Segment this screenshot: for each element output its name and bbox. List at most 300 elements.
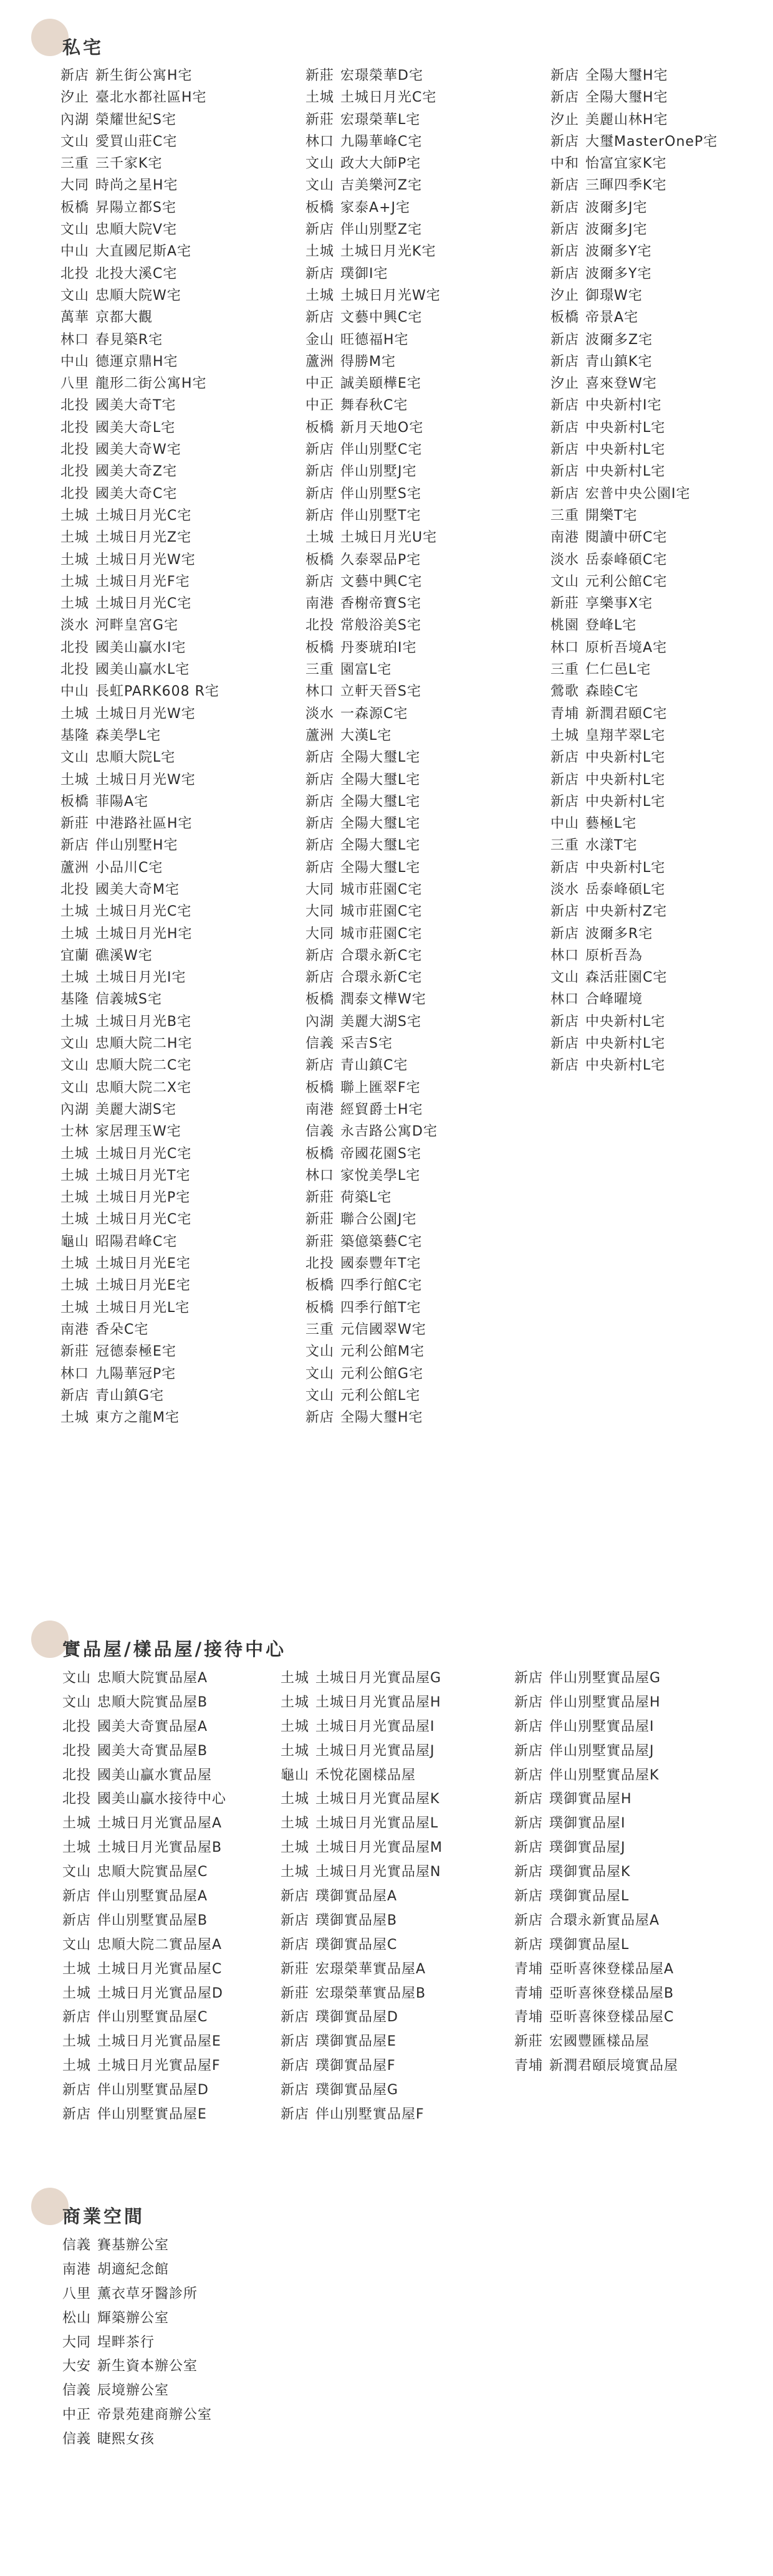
district-label: 土城 bbox=[62, 1961, 92, 1977]
project-name: 土城日月光C宅 bbox=[340, 90, 437, 106]
district-label: 北投 bbox=[60, 464, 90, 480]
project-name: 政大大師P宅 bbox=[340, 156, 421, 172]
project-name: 土城日月光W宅 bbox=[340, 287, 441, 304]
project-name: 土城日月光實品屋A bbox=[97, 1816, 223, 1832]
list-item bbox=[60, 1231, 219, 1253]
project-name: 土城日月光P宅 bbox=[95, 1190, 191, 1206]
district-label: 新店 bbox=[550, 750, 580, 766]
district-label: 文山 bbox=[62, 1670, 92, 1686]
project-name: 全陽大璽L宅 bbox=[340, 816, 421, 832]
list-item bbox=[305, 901, 441, 922]
project-name: 忠順大院L宅 bbox=[95, 750, 176, 766]
district-label: 土城 bbox=[281, 1864, 310, 1880]
district-label: 新店 bbox=[550, 419, 580, 436]
project-name: 伴山別墅實品屋A bbox=[97, 1889, 208, 1905]
district-label: 文山 bbox=[60, 750, 90, 766]
list-item bbox=[60, 725, 219, 747]
district-label: 新莊 bbox=[305, 1233, 335, 1250]
project-name: 喜來登W宅 bbox=[585, 376, 657, 392]
project-name: 土城日月光實品屋E bbox=[97, 2034, 221, 2050]
list-item bbox=[60, 1319, 219, 1341]
list-item bbox=[62, 1812, 226, 1836]
district-label: 土城 bbox=[305, 244, 335, 260]
project-name: 旺德福H宅 bbox=[340, 332, 409, 348]
project-name: 合環永新C宅 bbox=[340, 947, 423, 964]
project-name: 璞御實品屋G bbox=[315, 2082, 399, 2099]
district-label: 蘆洲 bbox=[60, 859, 90, 876]
project-name: 森美學L宅 bbox=[95, 727, 161, 744]
district-label: 新店 bbox=[550, 178, 580, 194]
project-name: 臺北水都社區H宅 bbox=[95, 90, 207, 106]
project-name: 土城日月光F宅 bbox=[95, 573, 190, 590]
list-item bbox=[60, 1407, 219, 1429]
project-name: 經貿爵士H宅 bbox=[340, 1101, 423, 1118]
list-item bbox=[60, 967, 219, 989]
district-label: 北投 bbox=[60, 398, 90, 414]
list-item bbox=[62, 2355, 212, 2379]
project-name: 采吉S宅 bbox=[340, 1036, 393, 1052]
project-name: 伴山別墅實品屋B bbox=[97, 1912, 208, 1928]
district-label: 南港 bbox=[550, 530, 580, 546]
list-item bbox=[60, 505, 219, 527]
district-label: 土城 bbox=[60, 552, 90, 568]
list-item bbox=[305, 945, 441, 967]
list-item bbox=[62, 1740, 226, 1764]
district-label: 新店 bbox=[550, 1058, 580, 1074]
district-label: 內湖 bbox=[60, 112, 90, 128]
district-label: 八里 bbox=[62, 2286, 92, 2302]
list-item bbox=[60, 1143, 219, 1165]
district-label: 文山 bbox=[62, 1864, 92, 1880]
project-name: 中央新村Z宅 bbox=[585, 904, 668, 920]
project-name: 四季行館C宅 bbox=[340, 1278, 423, 1294]
project-name: 國美大奇C宅 bbox=[95, 486, 178, 502]
list-item bbox=[305, 527, 441, 548]
district-label: 新莊 bbox=[514, 2034, 544, 2050]
project-name: 榮耀世紀S宅 bbox=[95, 112, 176, 128]
list-item bbox=[60, 593, 219, 615]
list-item bbox=[60, 285, 219, 307]
list-item bbox=[60, 637, 219, 659]
district-label: 大同 bbox=[62, 2334, 92, 2350]
list-item bbox=[62, 2103, 226, 2127]
project-name: 波爾多J宅 bbox=[585, 222, 648, 238]
district-label: 板橋 bbox=[305, 199, 335, 216]
project-name: 築億築藝C宅 bbox=[340, 1233, 423, 1250]
list-item bbox=[62, 1715, 226, 1740]
list-item bbox=[550, 549, 718, 571]
project-name: 璞御實品屋F bbox=[315, 2058, 396, 2074]
district-label: 土城 bbox=[305, 287, 335, 304]
project-list bbox=[0, 1667, 773, 2153]
district-label: 汐止 bbox=[550, 287, 580, 304]
project-name: 森活莊園C宅 bbox=[585, 970, 668, 986]
project-name: 伴山別墅J宅 bbox=[340, 464, 417, 480]
district-label: 土城 bbox=[60, 1278, 90, 1294]
district-label: 土城 bbox=[281, 1816, 310, 1832]
list-item bbox=[62, 1691, 226, 1715]
district-label: 土城 bbox=[281, 1791, 310, 1808]
project-name: 久泰翠品P宅 bbox=[340, 552, 421, 568]
district-label: 鶯歌 bbox=[550, 684, 580, 700]
project-name: 時尚之星H宅 bbox=[95, 178, 178, 194]
district-label: 土城 bbox=[60, 596, 90, 612]
list-item bbox=[514, 1764, 678, 1788]
list-item bbox=[60, 747, 219, 768]
project-name: 全陽大璽L宅 bbox=[340, 793, 421, 810]
project-column bbox=[60, 65, 219, 1429]
list-item bbox=[305, 373, 441, 395]
list-item bbox=[305, 1011, 441, 1033]
list-item bbox=[550, 593, 718, 615]
district-label: 新店 bbox=[305, 793, 335, 810]
district-label: 新店 bbox=[305, 464, 335, 480]
list-item bbox=[62, 1788, 226, 1812]
district-label: 南港 bbox=[305, 596, 335, 612]
project-name: 宏璟榮華L宅 bbox=[340, 112, 421, 128]
list-item bbox=[305, 1297, 441, 1319]
district-label: 土城 bbox=[60, 1167, 90, 1184]
project-list bbox=[0, 65, 773, 1611]
project-name: 中央新村L宅 bbox=[585, 442, 666, 458]
district-label: 新店 bbox=[514, 1743, 544, 1759]
district-label: 新店 bbox=[305, 970, 335, 986]
project-name: 土城日月光實品屋D bbox=[97, 1985, 223, 2001]
district-label: 新店 bbox=[305, 1410, 335, 1426]
list-item bbox=[60, 879, 219, 901]
district-label: 新店 bbox=[305, 442, 335, 458]
project-name: 璞御實品屋A bbox=[315, 1889, 398, 1905]
project-name: 春見築R宅 bbox=[95, 332, 163, 348]
project-name: 宏璟榮華D宅 bbox=[340, 68, 423, 84]
section-header bbox=[0, 1614, 773, 1662]
district-label: 信義 bbox=[62, 2431, 92, 2448]
project-name: 忠順大院二實品屋A bbox=[97, 1937, 223, 1953]
district-label: 文山 bbox=[305, 1344, 335, 1360]
list-item bbox=[305, 989, 441, 1010]
list-item bbox=[281, 1885, 443, 1909]
list-item bbox=[305, 769, 441, 791]
list-item bbox=[550, 65, 718, 87]
list-item bbox=[550, 241, 718, 262]
district-label: 土城 bbox=[60, 507, 90, 524]
list-item bbox=[60, 615, 219, 636]
project-name: 亞昕喜徠登樣品屋A bbox=[549, 1961, 675, 1977]
list-item bbox=[62, 2428, 212, 2452]
project-name: 賽基辦公室 bbox=[97, 2238, 170, 2253]
project-name: 伴山別墅實品屋J bbox=[549, 1743, 655, 1759]
list-item bbox=[60, 681, 219, 702]
list-item bbox=[550, 461, 718, 482]
project-name: 伴山別墅實品屋F bbox=[315, 2107, 425, 2123]
district-label: 板橋 bbox=[60, 199, 90, 216]
district-label: 新店 bbox=[550, 464, 580, 480]
district-label: 新店 bbox=[281, 2034, 310, 2050]
project-name: 伴山別墅實品屋K bbox=[549, 1767, 660, 1783]
project-name: 元信國翠W宅 bbox=[340, 1321, 426, 1338]
list-item bbox=[305, 1209, 441, 1230]
project-name: 仁仁邑L宅 bbox=[585, 662, 651, 678]
list-item bbox=[514, 2006, 678, 2030]
district-label: 新店 bbox=[281, 2058, 310, 2074]
project-name: 信義城S宅 bbox=[95, 992, 162, 1008]
list-item bbox=[550, 791, 718, 813]
list-item bbox=[550, 923, 718, 945]
project-name: 土城日月光C宅 bbox=[95, 904, 192, 920]
list-item bbox=[550, 637, 718, 659]
project-name: 波爾多Z宅 bbox=[585, 332, 653, 348]
district-label: 新店 bbox=[550, 68, 580, 84]
district-label: 林口 bbox=[305, 1167, 335, 1184]
list-item bbox=[550, 219, 718, 241]
list-item bbox=[305, 65, 441, 87]
project-name: 新月天地O宅 bbox=[340, 419, 424, 436]
list-item bbox=[62, 1909, 226, 1933]
project-name: 國美大奇Z宅 bbox=[95, 464, 178, 480]
district-label: 中和 bbox=[550, 156, 580, 172]
list-item bbox=[60, 813, 219, 835]
list-item bbox=[305, 879, 441, 901]
list-item bbox=[60, 109, 219, 131]
project-name: 全陽大璽L宅 bbox=[340, 750, 421, 766]
project-name: 國美大奇實品屋A bbox=[97, 1718, 208, 1735]
district-label: 新店 bbox=[550, 859, 580, 876]
project-name: 青山鎮C宅 bbox=[340, 1058, 408, 1074]
project-name: 文藝中興C宅 bbox=[340, 310, 423, 326]
district-label: 大同 bbox=[60, 178, 90, 194]
list-item bbox=[305, 329, 441, 351]
district-label: 新店 bbox=[514, 1840, 544, 1856]
district-label: 淡水 bbox=[60, 618, 90, 634]
district-label: 板橋 bbox=[305, 419, 335, 436]
project-name: 舞春秋C宅 bbox=[340, 398, 408, 414]
district-label: 新店 bbox=[514, 1670, 544, 1686]
project-name: 璞御I宅 bbox=[340, 266, 388, 282]
project-name: 家居理玉W宅 bbox=[95, 1124, 181, 1140]
project-name: 永吉路公寓D宅 bbox=[340, 1124, 438, 1140]
district-label: 三重 bbox=[550, 662, 580, 678]
project-name: 睫熙女孩 bbox=[97, 2431, 155, 2448]
district-label: 新莊 bbox=[305, 1212, 335, 1228]
project-name: 荷築L宅 bbox=[340, 1190, 392, 1206]
district-label: 文山 bbox=[62, 1694, 92, 1710]
project-name: 伴山別墅實品屋C bbox=[97, 2009, 208, 2026]
district-label: 新店 bbox=[60, 68, 90, 84]
list-item bbox=[550, 131, 718, 153]
project-name: 土城日月光實品屋L bbox=[315, 1816, 439, 1832]
district-label: 新店 bbox=[62, 1912, 92, 1928]
project-name: 大漢L宅 bbox=[340, 727, 392, 744]
project-name: 國美大奇M宅 bbox=[95, 881, 180, 898]
list-item bbox=[514, 1933, 678, 1958]
district-label: 內湖 bbox=[60, 1101, 90, 1118]
project-name: 璞御實品屋H bbox=[549, 1791, 632, 1808]
project-name: 昇陽立都S宅 bbox=[95, 199, 176, 216]
project-name: 土城日月光I宅 bbox=[95, 970, 186, 986]
district-label: 新店 bbox=[550, 133, 580, 150]
district-label: 新店 bbox=[305, 266, 335, 282]
list-item bbox=[60, 417, 219, 439]
list-item bbox=[550, 681, 718, 702]
list-item bbox=[60, 461, 219, 482]
list-item bbox=[305, 571, 441, 593]
list-item bbox=[305, 87, 441, 108]
list-item bbox=[550, 285, 718, 307]
project-name: 美麗大湖S宅 bbox=[340, 1013, 421, 1030]
list-item bbox=[550, 1011, 718, 1033]
project-name: 合峰曜境 bbox=[585, 992, 643, 1008]
list-item bbox=[514, 1958, 678, 1982]
project-name: 輝築辦公室 bbox=[97, 2310, 170, 2326]
project-name: 中央新村L宅 bbox=[585, 793, 666, 810]
district-label: 文山 bbox=[305, 178, 335, 194]
list-item bbox=[60, 153, 219, 175]
list-item bbox=[550, 1055, 718, 1076]
project-name: 九陽華冠P宅 bbox=[95, 1366, 176, 1382]
district-label: 新店 bbox=[550, 1036, 580, 1052]
list-item bbox=[550, 857, 718, 879]
list-item bbox=[62, 1860, 226, 1885]
project-name: 文藝中興C宅 bbox=[340, 573, 423, 590]
district-label: 信義 bbox=[62, 2238, 92, 2253]
district-label: 青埔 bbox=[514, 1985, 544, 2001]
district-label: 新店 bbox=[550, 398, 580, 414]
district-label: 信義 bbox=[305, 1036, 335, 1052]
district-label: 士林 bbox=[60, 1124, 90, 1140]
project-name: 開樂T宅 bbox=[585, 507, 638, 524]
project-name: 國美大奇實品屋B bbox=[97, 1743, 208, 1759]
district-label: 松山 bbox=[62, 2310, 92, 2326]
district-label: 三重 bbox=[550, 838, 580, 854]
project-name: 京都大觀 bbox=[95, 310, 153, 326]
project-name: 波爾多Y宅 bbox=[585, 244, 652, 260]
district-label: 新店 bbox=[514, 1937, 544, 1953]
project-name: 璞御實品屋L bbox=[549, 1937, 630, 1953]
list-item bbox=[550, 989, 718, 1010]
list-item bbox=[60, 1297, 219, 1319]
district-label: 新店 bbox=[550, 244, 580, 260]
project-name: 中央新村I宅 bbox=[585, 398, 662, 414]
project-name: 璞御實品屋J bbox=[549, 1840, 626, 1856]
list-item bbox=[305, 637, 441, 659]
list-item bbox=[305, 197, 441, 219]
project-name: 香榭帝寶S宅 bbox=[340, 596, 421, 612]
district-label: 新莊 bbox=[281, 1961, 310, 1977]
district-label: 新店 bbox=[305, 573, 335, 590]
district-label: 板橋 bbox=[305, 1146, 335, 1162]
project-name: 新潤君頤C宅 bbox=[585, 706, 668, 722]
district-label: 大同 bbox=[305, 881, 335, 898]
list-item bbox=[305, 1187, 441, 1209]
project-name: 璞御實品屋D bbox=[315, 2009, 398, 2026]
district-label: 汐止 bbox=[60, 90, 90, 106]
district-label: 土城 bbox=[305, 90, 335, 106]
project-column bbox=[550, 65, 718, 1077]
list-item bbox=[62, 2030, 226, 2054]
district-label: 新店 bbox=[281, 2082, 310, 2099]
project-name: 閱讀中研C宅 bbox=[585, 530, 668, 546]
district-label: 新店 bbox=[62, 2009, 92, 2026]
list-item bbox=[550, 175, 718, 196]
district-label: 新店 bbox=[550, 904, 580, 920]
district-label: 林口 bbox=[550, 639, 580, 656]
district-label: 北投 bbox=[60, 881, 90, 898]
project-name: 伴山別墅T宅 bbox=[340, 507, 421, 524]
district-label: 土城 bbox=[60, 772, 90, 788]
list-item bbox=[62, 2234, 212, 2258]
district-label: 土城 bbox=[60, 1212, 90, 1228]
project-name: 土城日月光實品屋K bbox=[315, 1791, 440, 1808]
district-label: 土城 bbox=[305, 530, 335, 546]
section-header bbox=[0, 2181, 773, 2229]
district-label: 淡水 bbox=[550, 881, 580, 898]
district-label: 新店 bbox=[514, 1816, 544, 1832]
project-column bbox=[62, 1667, 226, 2127]
list-item bbox=[60, 923, 219, 945]
list-item bbox=[60, 1121, 219, 1142]
list-item bbox=[550, 263, 718, 285]
district-label: 板橋 bbox=[305, 552, 335, 568]
district-label: 新莊 bbox=[60, 816, 90, 832]
project-name: 家悅美學L宅 bbox=[340, 1167, 421, 1184]
project-name: 土城日月光Z宅 bbox=[95, 530, 192, 546]
private-residence-section bbox=[0, 12, 773, 1611]
list-item bbox=[305, 417, 441, 439]
project-name: 國美大奇L宅 bbox=[95, 419, 176, 436]
project-name: 中央新村L宅 bbox=[585, 1036, 666, 1052]
list-item bbox=[60, 175, 219, 196]
project-name: 國美大奇W宅 bbox=[95, 442, 181, 458]
project-column bbox=[281, 1667, 443, 2127]
list-item bbox=[62, 1885, 226, 1909]
list-item bbox=[60, 1165, 219, 1187]
project-name: 冠德泰極E宅 bbox=[95, 1344, 176, 1360]
district-label: 土城 bbox=[281, 1670, 310, 1686]
district-label: 土城 bbox=[281, 1743, 310, 1759]
list-item bbox=[550, 835, 718, 856]
project-name: 大直國尼斯A宅 bbox=[95, 244, 192, 260]
project-name: 合環永新C宅 bbox=[340, 970, 423, 986]
project-name: 土城日月光實品屋B bbox=[97, 1840, 223, 1856]
list-item bbox=[550, 109, 718, 131]
list-item bbox=[305, 1385, 441, 1407]
district-label: 林口 bbox=[60, 332, 90, 348]
list-item bbox=[514, 1812, 678, 1836]
district-label: 林口 bbox=[550, 947, 580, 964]
district-label: 新店 bbox=[305, 838, 335, 854]
project-name: 璞御實品屋I bbox=[549, 1816, 626, 1832]
district-label: 新店 bbox=[550, 266, 580, 282]
district-label: 土城 bbox=[281, 1694, 310, 1710]
list-item bbox=[550, 87, 718, 108]
project-name: 吉美樂河Z宅 bbox=[340, 178, 423, 194]
list-item bbox=[60, 1187, 219, 1209]
list-item bbox=[305, 505, 441, 527]
list-item bbox=[305, 1099, 441, 1121]
district-label: 土城 bbox=[60, 1256, 90, 1272]
list-item bbox=[514, 1691, 678, 1715]
district-label: 林口 bbox=[305, 133, 335, 150]
list-item bbox=[62, 2054, 226, 2079]
district-label: 新莊 bbox=[281, 1985, 310, 2001]
district-label: 新店 bbox=[514, 1791, 544, 1808]
list-item bbox=[60, 901, 219, 922]
project-name: 小品川C宅 bbox=[95, 859, 163, 876]
district-label: 文山 bbox=[305, 156, 335, 172]
project-name: 中央新村L宅 bbox=[585, 1013, 666, 1030]
project-name: 中央新村L宅 bbox=[585, 464, 666, 480]
list-item bbox=[514, 1982, 678, 2006]
